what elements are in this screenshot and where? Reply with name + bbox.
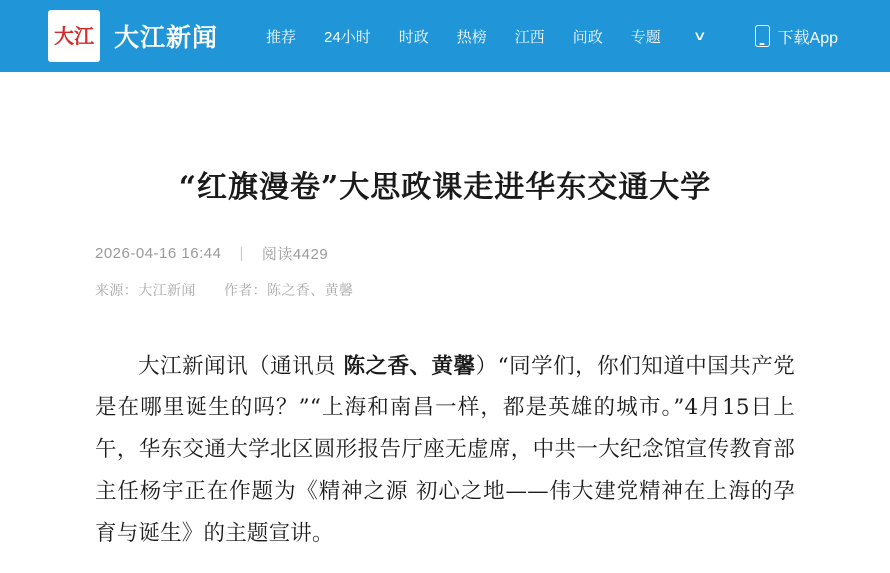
article-paragraph xyxy=(95,346,795,556)
main-nav xyxy=(266,26,707,47)
page-title: “红旗漫卷”大思政课走进华东交通大学 xyxy=(178,170,712,205)
site-header xyxy=(0,0,890,72)
nav-item-govinquiry[interactable]: 问政 xyxy=(572,28,603,46)
nav-item-politics[interactable]: 时政 xyxy=(398,28,429,46)
paragraph-prefix: 大江新闻讯（通讯员 xyxy=(138,353,344,379)
phone-icon xyxy=(755,25,770,47)
read-count: 阅读4429 xyxy=(261,245,329,263)
meta-separator: | xyxy=(239,244,244,262)
article-source: 来源：大江新闻 xyxy=(95,281,196,298)
publish-date: 2026-04-16 16:44 xyxy=(95,244,222,262)
paragraph-rest: ）“同学们，你们知道中国共产党是在哪里诞生的吗？”“上海和南昌一样，都是英雄的城市。”4月15日上午，华东交通大学北区圆形报告厅座无虚席，中共一大纪念馆宣传教育部主任杨宇正在作题为《精神之源 初心之地——伟大建党精神在上海的孕育与诞生》的主题宣讲。 xyxy=(95,353,795,547)
site-logo[interactable] xyxy=(48,10,100,62)
article-author: 作者：陈之香、黄馨 xyxy=(223,281,354,298)
article-meta xyxy=(95,243,795,264)
article-source-line xyxy=(95,280,795,300)
site-logo-text: 大江 xyxy=(54,23,94,48)
site-title: 大江新闻 xyxy=(114,24,219,52)
download-app-label: 下载App xyxy=(777,29,838,47)
nav-item-hotlist[interactable]: 热榜 xyxy=(456,28,487,46)
nav-item-recommend[interactable]: 推荐 xyxy=(266,28,297,46)
nav-item-special[interactable]: 专题 xyxy=(630,28,661,46)
article-container xyxy=(0,168,890,555)
paragraph-bold-names: 陈之香、黄馨 xyxy=(343,353,476,379)
download-app-button[interactable] xyxy=(755,25,838,48)
chevron-down-icon[interactable]: ∨ xyxy=(692,28,707,43)
nav-item-jiangxi[interactable]: 江西 xyxy=(514,28,545,46)
nav-item-24hours[interactable]: 24小时 xyxy=(324,28,371,46)
